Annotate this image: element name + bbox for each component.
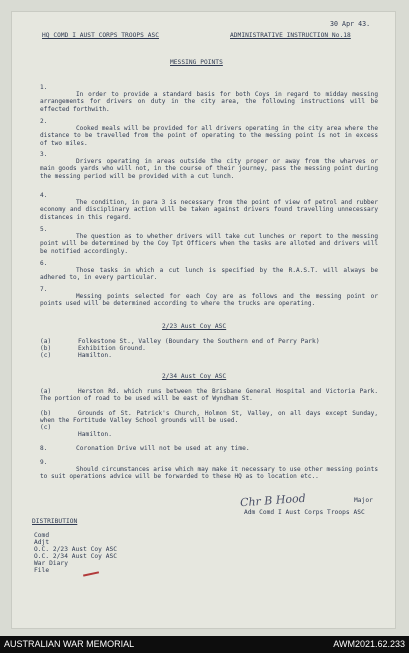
paragraph-number: 7. [40,286,48,293]
paragraph-text: Drivers operating in areas outside the city proper or away from the wharves or main goods yards who will not, in the course of their journey, pass the messing point during the messing period will be provided with a cut lunch. [40,158,378,180]
paragraph-number: 4. [40,192,48,199]
messing-point: Herston Rd. which runs between the Brisbane General Hospital and Victoria Park. The portion of road to be used will be east of Wyndham St. [40,388,378,403]
paragraph-text: The condition, in para 3 is necessary from the point of view of petrol and rubber economy and disciplinary action will be taken against drivers found travelling unnecessary distances in this regard. [40,199,378,221]
distribution-item: O.C. 2/23 Aust Coy ASC [34,546,118,553]
document-date: 30 Apr 43. [330,20,371,28]
handwritten-signature: Chr B Hood [239,491,307,510]
signatory-appointment: Adm Comd I Aust Corps Troops ASC [244,509,365,516]
paragraph-text: Should circumstances arise which may make it necessary to use other messing points to suit operations advice will be forwarded to these HQ as to location etc.. [40,466,378,481]
paragraph-number: 8. [40,445,48,452]
archive-footer [0,636,409,653]
paragraph-number: 9. [40,459,48,466]
messing-point: Grounds of St. Patrick's Church, Holmon St, Valley, on all days except Sunday, when the Fortitude Valley School grounds will be used. [40,410,378,425]
signatory-rank: Major [354,497,373,504]
paragraph-number: 3. [40,151,48,158]
paragraph-text: In order to provide a standard basis for both Coys in regard to midday messing arrangements for drivers on duty in the city area, the following instructions will be effected forthwith. [40,91,378,113]
section-heading: 2/34 Aust Coy ASC [162,373,227,380]
item-label: (c) [40,424,52,431]
messing-point: Folkestone St., Valley (Boundary the Southern end of Perry Park) [78,338,320,345]
originating-hq: HQ COMD I AUST CORPS TROOPS ASC [42,32,160,39]
paragraph-number: 1. [40,84,48,91]
distribution-heading: DISTRIBUTION [32,518,78,525]
instruction-number: ADMINISTRATIVE INSTRUCTION No.18 [230,32,351,39]
distribution-item: O.C. 2/34 Aust Coy ASC [34,553,118,560]
section-heading: 2/23 Aust Coy ASC [162,323,227,330]
accession-number: AWM2021.62.233 [333,639,405,649]
messing-point: Hamilton. [78,352,112,359]
paragraph-text: Coronation Drive will not be used at any time. [76,445,250,452]
distribution-item: Comd [34,532,50,539]
document-page [12,12,395,628]
distribution-item: File [34,567,50,574]
distribution-item: War Diary [34,560,68,567]
item-label: (c) [40,352,52,359]
red-pencil-mark [83,571,99,576]
paragraph-number: 2. [40,118,48,125]
paragraph-text: Those tasks in which a cut lunch is specified by the R.A.S.T. will always be adhered to, in every particular. [40,267,378,282]
item-label: (a) [40,388,52,395]
archive-name: AUSTRALIAN WAR MEMORIAL [4,639,135,649]
paragraph-text: Messing points selected for each Coy are as follows and the messing point or points used will be determined according to where the trucks are operating. [40,293,378,308]
paragraph-text: Cooked meals will be provided for all drivers operating in the city area where the distance to be travelled from the point of operating to the messing point is not in excess of two miles. [40,125,378,147]
item-label: (b) [40,410,52,417]
document-title: MESSING POINTS [170,59,223,66]
messing-point: Exhibition Ground. [78,345,146,352]
messing-point: Hamilton. [78,431,112,438]
paragraph-number: 6. [40,260,48,267]
distribution-item: Adjt [34,539,50,546]
paragraph-text: The question as to whether drivers will take cut lunches or report to the messing point will be determined by the Coy Tpt Officers when the tasks are alloted and drivers will be notified accordingly. [40,233,378,255]
item-label: (a) [40,338,52,345]
paragraph-number: 5. [40,226,48,233]
item-label: (b) [40,345,52,352]
